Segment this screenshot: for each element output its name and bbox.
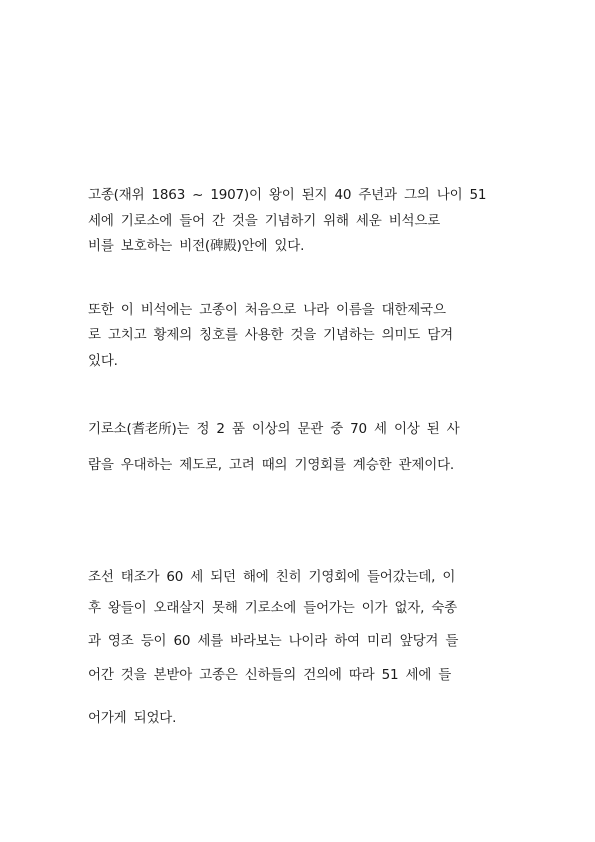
paragraph-line: 과 영조 등이 60 세를 바라보는 나이라 하여 미리 앞당겨 들 [88,633,459,649]
paragraph-line: 비를 보호하는 비전(碑殿)안에 있다. [88,238,305,254]
paragraph-line: 어간 것을 본받아 고종은 신하들의 건의에 따라 51 세에 들 [88,667,452,683]
paragraph-line: 로 고치고 황제의 칭호를 사용한 것을 기념하는 의미도 담겨 [88,327,453,343]
paragraph-line: 세에 기로소에 들어 간 것을 기념하기 위해 세운 비석으로 [88,213,441,229]
paragraph-line: 어가게 되었다. [88,710,177,726]
paragraph-line: 또한 이 비석에는 고종이 처음으로 나라 이름을 대한제국으 [88,302,446,318]
paragraph-line: 있다. [88,353,118,369]
paragraph-line: 람을 우대하는 제도로, 고려 때의 기영회를 계승한 관제이다. [88,457,455,473]
paragraph-line: 기로소(耆老所)는 정 2 품 이상의 문관 중 70 세 이상 된 사 [88,421,460,437]
paragraph-line: 조선 태조가 60 세 되던 해에 친히 기영회에 들어갔는데, 이 [88,569,456,585]
paragraph-line: 후 왕들이 오래살지 못해 기로소에 들어가는 이가 없자, 숙종 [88,600,458,616]
paragraph-line: 고종(재위 1863 ~ 1907)이 왕이 된지 40 주년과 그의 나이 51 [88,187,487,203]
